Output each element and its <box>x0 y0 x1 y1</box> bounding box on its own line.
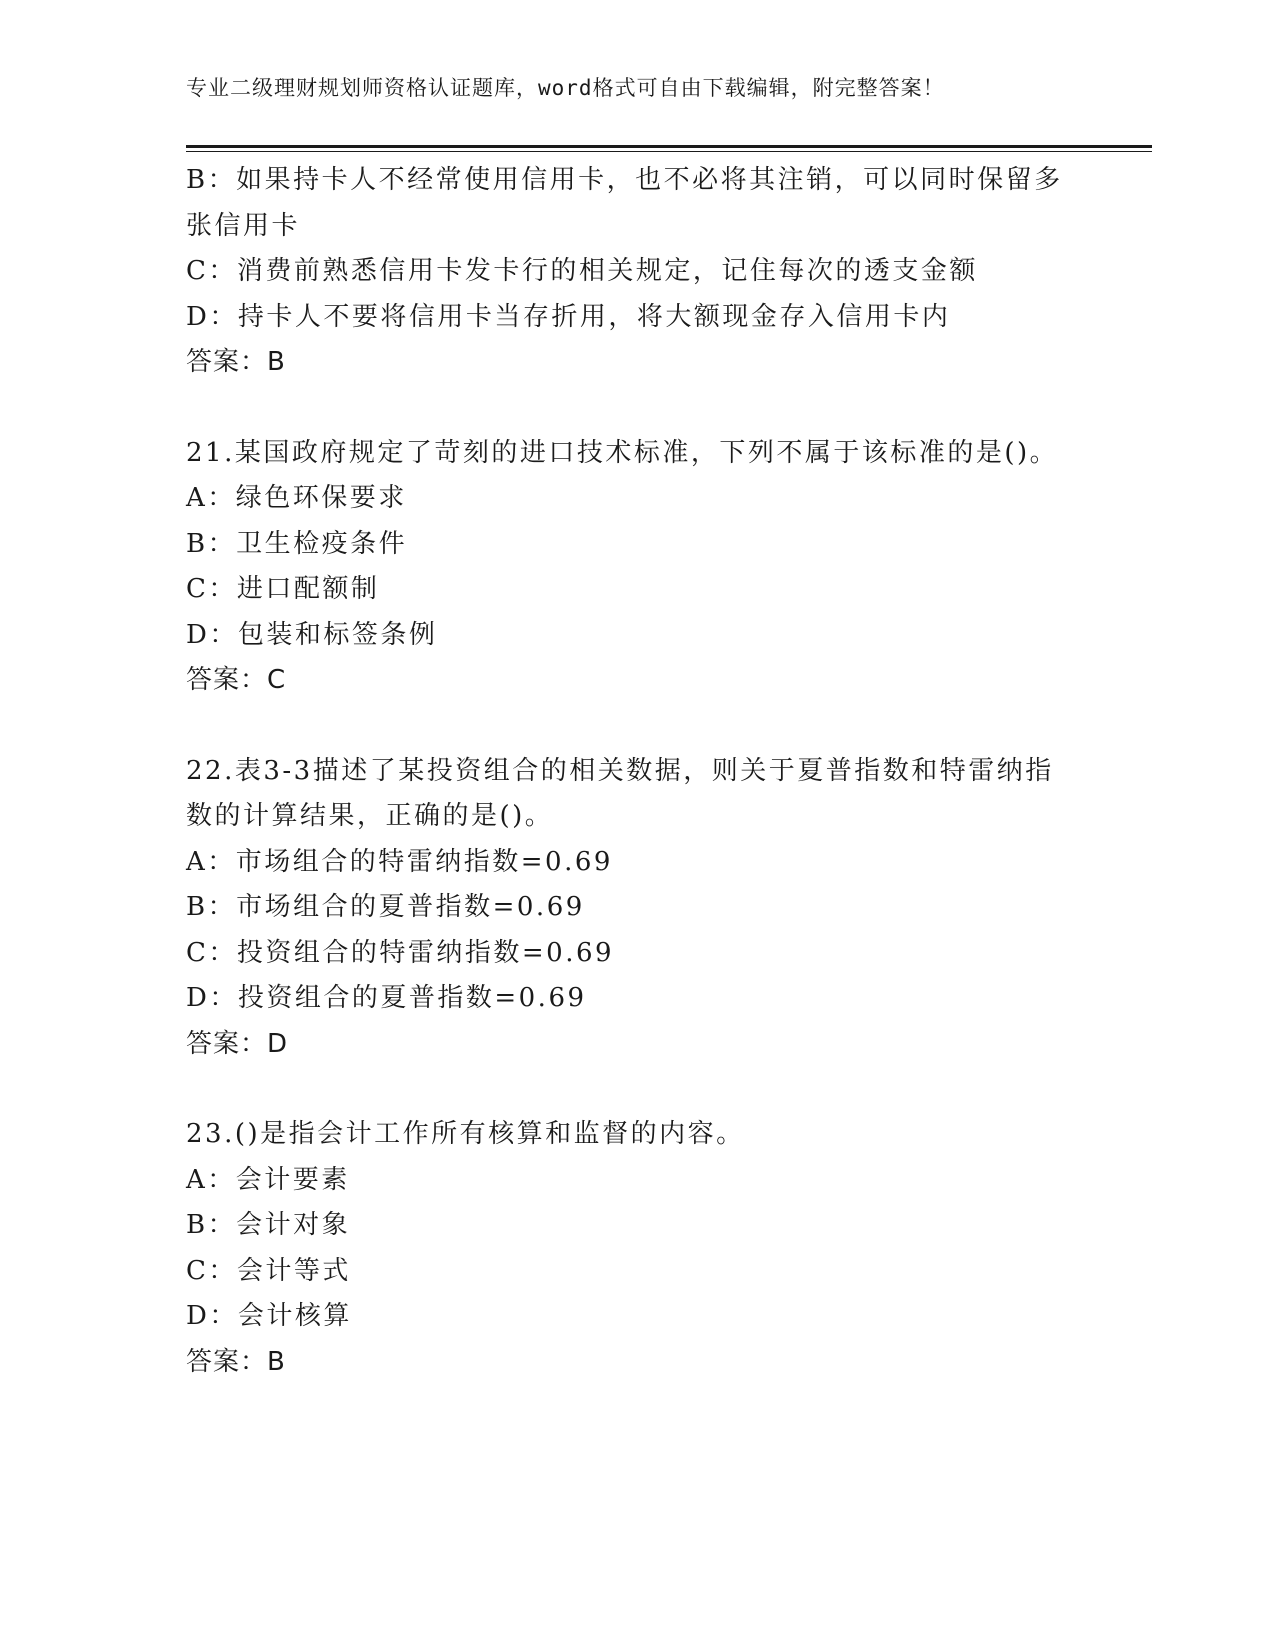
spacer <box>186 386 1086 431</box>
option-c: C：会计等式 <box>186 1255 351 1286</box>
option-d: D：投资组合的夏普指数=0.69 <box>186 983 587 1013</box>
option-c: C：消费前熟悉信用卡发卡行的相关规定，记住每次的透支金额 <box>186 256 978 286</box>
option-a: A：市场组合的特雷纳指数=0.69 <box>186 846 613 877</box>
answer-line: 答案：B <box>186 347 286 377</box>
question-block-previous <box>186 158 1086 386</box>
option-d: D：持卡人不要将信用卡当存折用，将大额现金存入信用卡内 <box>186 301 951 332</box>
answer-line: 答案：C <box>186 665 287 695</box>
option-b-line-1: B：如果持卡人不经常使用信用卡，也不必将其注销，可以同时保留多 <box>186 165 1063 195</box>
option-c: C：投资组合的特雷纳指数=0.69 <box>186 937 615 968</box>
question-stem: 23.()是指会计工作所有核算和监督的内容。 <box>186 1119 745 1149</box>
option-c: C：进口配额制 <box>186 574 380 604</box>
question-stem-line-1: 22.表3-3描述了某投资组合的相关数据，则关于夏普指数和特雷纳指 <box>186 755 1054 786</box>
question-stem: 21.某国政府规定了苛刻的进口技术标准，下列不属于该标准的是()。 <box>186 437 1059 468</box>
document-body <box>186 158 1086 1385</box>
option-a: A：会计要素 <box>186 1164 350 1195</box>
question-block-22 <box>186 749 1086 1068</box>
question-block-23 <box>186 1112 1086 1385</box>
option-b: B：会计对象 <box>186 1210 351 1240</box>
option-b: B：卫生检疫条件 <box>186 528 408 559</box>
spacer <box>186 1067 1086 1112</box>
question-block-21 <box>186 431 1086 704</box>
answer-line: 答案：D <box>186 1028 289 1059</box>
option-d: D：会计核算 <box>186 1301 352 1331</box>
option-b-line-2: 张信用卡 <box>186 210 301 241</box>
header-divider-thick <box>186 145 1152 148</box>
page-header: 专业二级理财规划师资格认证题库，word格式可自由下载编辑，附完整答案！ <box>186 76 945 100</box>
spacer <box>186 704 1086 749</box>
header-divider-thin <box>186 151 1152 152</box>
option-a: A：绿色环保要求 <box>186 483 407 513</box>
option-d: D：包装和标签条例 <box>186 619 438 650</box>
answer-line: 答案：B <box>186 1346 286 1377</box>
question-stem-line-2: 数的计算结果，正确的是()。 <box>186 801 554 831</box>
option-b: B：市场组合的夏普指数=0.69 <box>186 892 585 922</box>
